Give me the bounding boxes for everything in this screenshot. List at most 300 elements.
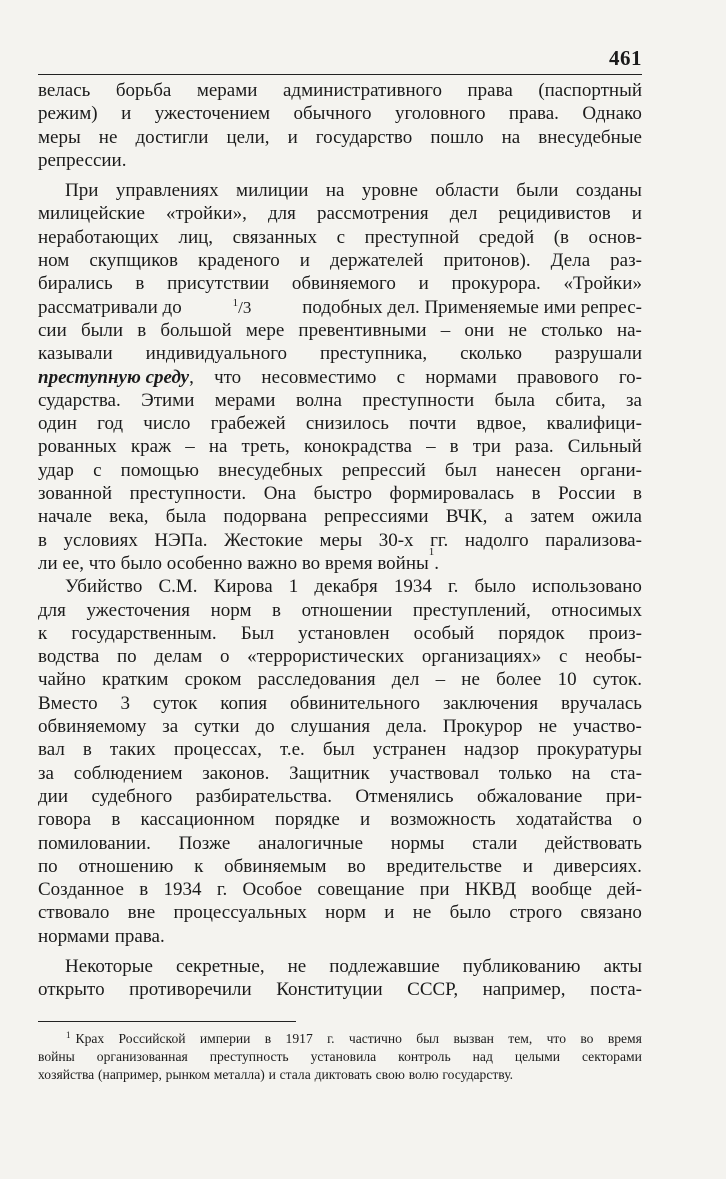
text-line-with-footnote: ли ее, что было особенно важно во время войны 1 . [38,545,440,574]
text-line [38,249,642,272]
word: преступной [364,226,460,248]
word: «Тройки» [563,273,642,295]
text-line [38,482,642,505]
word: ста- [610,762,642,784]
text-line [38,901,642,924]
word: сбита, [555,389,606,411]
word: вообще [531,879,592,901]
word: о [219,646,230,668]
word: уровне [361,180,418,202]
word: вредительстве [386,855,502,877]
word: противоречили [129,979,252,1001]
word: к [194,855,204,877]
word: Крах [75,1031,105,1046]
word: отношению [78,855,174,877]
body-text [38,79,642,1002]
text-line [38,738,642,761]
word: были [80,319,124,341]
word: действовать [545,832,642,854]
emphasized-term: преступную среду [38,366,190,388]
word: к [38,622,48,644]
word: дела. [386,716,427,738]
word: меры [319,529,363,551]
word: ужесточения [86,599,191,621]
word: ожила [591,506,642,528]
text-line [38,855,642,878]
footnote-rule [38,1021,296,1022]
word: с [336,226,346,248]
word: – [440,319,451,341]
word: основ- [588,226,642,248]
word: дел [391,669,420,691]
word: на [501,126,521,148]
word: несовместимо [261,366,377,388]
word: государственным. [71,622,217,644]
word: помиловании. [38,832,151,854]
word: 1934 [163,879,202,901]
word: за [626,389,642,411]
word: государству. [442,1067,514,1082]
word: поста- [590,979,642,1001]
word: надзор [464,739,519,761]
word: процессуальных [173,902,307,924]
text-line [38,955,642,978]
paragraph-1 [38,79,642,172]
word: При [65,180,99,202]
word: в [264,1031,272,1046]
word: сколько [460,343,522,365]
word: стали [472,832,518,854]
word: на [325,180,345,202]
word: заключения [442,692,539,714]
word: – [426,436,436,458]
word: использовано [532,576,642,598]
word: год [97,413,124,435]
word: произ- [588,622,642,644]
word: хозяйства [38,1067,95,1082]
text-line [38,342,642,365]
text-line [38,149,642,172]
word: участво- [572,716,642,738]
word: права [467,80,513,101]
word: и [631,203,642,225]
word: открыто [38,979,105,1001]
word: г. [447,576,459,598]
word: процессах, [173,739,262,761]
word: НКВД [464,879,517,901]
word: в [38,529,47,551]
word: при [419,879,450,901]
text-line [38,79,642,102]
word: Вместо [38,692,98,714]
word: связано [580,902,642,924]
word: подорвана [223,506,307,528]
header-rule [38,74,642,75]
text-line [38,102,642,125]
word: мерами [196,80,258,101]
text-line [38,622,642,645]
word: в [531,483,541,505]
word: быстро [313,483,372,505]
line-start: рассматривали до [38,296,182,318]
line-text: ли ее, что было особенно важно во время войны [38,552,429,574]
text-line [38,319,642,342]
word: обвиняемого [291,273,396,295]
word: ужесточением [154,103,271,125]
footnote-marker: 1 [66,1030,71,1040]
word: был [322,739,355,761]
word: репрессии. [38,149,127,171]
word: целыми [514,1049,560,1064]
word: и [299,250,310,272]
text-line [38,599,642,622]
word: раза. [515,436,554,458]
word: внесудебные [538,126,642,148]
word: дей- [607,879,642,901]
word: удар [38,459,74,481]
word: при- [605,785,642,807]
text-line [38,575,642,598]
word: обвиняемому [38,716,147,738]
word: цели, [226,126,270,148]
paragraph-2 [38,179,642,575]
word: рецидивистов [498,203,611,225]
word: соблюдением [73,762,183,784]
footnote-line [38,1048,642,1066]
word: режим) [38,103,98,125]
word: не [538,716,558,738]
word: участвовал [389,762,479,784]
word: 10 [557,669,577,691]
word: Этими [141,389,195,411]
word: Позже [178,832,231,854]
word: преступность [209,1049,289,1064]
word: для [38,599,66,621]
word: рынком [165,1067,210,1082]
word: сии [38,319,67,341]
word: ВЧК, [445,506,488,528]
word: краж [130,436,172,458]
word: столько [541,319,603,341]
word: организованная [96,1049,188,1064]
paragraph-4 [38,955,642,1002]
word: установлен [298,622,390,644]
word: присутствии [167,273,270,295]
text-line [38,692,642,715]
word: формировалась [389,483,515,505]
word: треть, [241,436,290,458]
word: суток. [592,669,642,691]
word: свою [375,1067,405,1082]
text-line [38,126,642,149]
footnote [38,1030,642,1084]
word: три [472,436,501,458]
word: по [116,646,137,668]
word: разбирательства. [195,785,332,807]
word: репрессий [342,459,426,481]
line-rest [189,366,642,389]
word: например, [482,979,566,1001]
word: века, [109,506,149,528]
word: репрессиями [324,506,429,528]
word: порядке [275,809,340,831]
word: порядок [498,622,565,644]
word: борьба [115,80,172,101]
word: мере [245,319,285,341]
word: сутки [194,716,240,738]
word: строго [509,902,563,924]
word: волна [295,389,342,411]
word: вдвое, [476,413,527,435]
word: публикованию [462,955,581,977]
text-line [38,668,642,691]
text-line [38,878,642,901]
word: за [162,716,179,738]
word: во [580,1031,594,1046]
word: гг. [430,529,449,551]
word: слушания [290,716,371,738]
word: снизилось [305,413,389,435]
text-line [38,645,642,668]
word: т.е. [279,739,305,761]
word: Убийство [65,576,143,598]
word: что [214,366,242,388]
word: преступлений, [412,599,531,621]
text-line [38,389,642,412]
word: велась [38,80,91,101]
word: декабря [314,576,378,598]
word: был [416,1031,440,1046]
text-line [38,202,642,225]
word: надолго [464,529,529,551]
word: и [522,855,533,877]
word: возможность [390,809,496,831]
word: аналогичные [257,832,364,854]
word: говора [38,809,92,831]
text-line [38,715,642,738]
word: нормы [390,832,445,854]
word: с [559,646,568,668]
word: о [632,809,642,831]
word: для [267,203,296,225]
word: прокурора. [451,273,541,295]
word: и [418,273,429,295]
word: не [412,902,432,924]
word: стала [279,1067,311,1082]
text-line [38,925,642,948]
word: почти [409,413,457,435]
word: Кирова [213,576,273,598]
word: таких [109,739,156,761]
word: ходатайства [515,809,613,831]
word: нормами [38,925,110,947]
word: – [435,669,446,691]
word: Отменялись [355,785,454,807]
word: с [93,459,102,481]
word: суток [152,692,198,714]
word: Конституции [276,979,383,1001]
word: го- [618,366,642,388]
text-line-with-emphasis [38,366,642,389]
word: преступника, [319,343,428,365]
text-line [38,435,642,458]
word: Некоторые [65,955,153,977]
word: была [494,389,535,411]
word: до [255,716,275,738]
word: империи [199,1031,251,1046]
word: достигли [135,126,209,148]
word: меры [38,126,81,148]
word: вне [127,902,156,924]
word: «террористических [247,646,405,668]
word: что [546,1031,566,1046]
text-line [38,459,642,482]
fraction-one-third: $^1$/3 [232,296,252,317]
word: рассмотрения [317,203,429,225]
word: управлениях [115,180,219,202]
word: контроль [398,1049,451,1064]
word: не [98,126,118,148]
word: права. [114,925,165,947]
word: г. [216,879,228,901]
word: связанных [232,226,318,248]
word: акты [603,955,642,977]
word: притонов). [443,250,531,272]
text-line-with-fraction [38,296,642,319]
word: была [165,506,207,528]
word: не [287,955,307,977]
word: законов. [202,762,270,784]
line-end: подобных дел. Применяемые ими репрес- [302,296,642,318]
word: ном [38,250,70,272]
word: более [496,669,542,691]
word: судебного [91,785,173,807]
word: Прокурор [442,716,523,738]
word: в [137,319,147,341]
footnote-reference[interactable]: 1 [428,545,435,558]
word: секторами [581,1049,642,1064]
text-line [38,505,642,528]
word: обвинительного [290,692,421,714]
word: милиции [236,180,309,202]
text-line [38,179,642,202]
word: с [396,366,406,388]
word: по [38,855,58,877]
word: волю [408,1067,439,1082]
word: (в [553,226,569,248]
footnote-line [38,1066,642,1084]
word: на- [616,319,642,341]
word: Жестокие [224,529,303,551]
word: 1934 [393,576,432,598]
word: СССР, [407,979,459,1001]
word: грабежей [210,413,286,435]
word: мерами [214,389,276,411]
word: тем, [508,1031,533,1046]
text-line [38,762,642,785]
word: дел [449,203,478,225]
text-line [38,808,642,831]
word: устранен [372,739,446,761]
word: они [464,319,495,341]
word: а [504,506,513,528]
word: обычного [293,103,372,125]
word: нормами [425,366,497,388]
word: рованных [38,436,117,458]
word: организациях» [421,646,542,668]
paragraph-3 [38,575,642,948]
word: преступности. [129,483,247,505]
word: водства [38,646,100,668]
word: индивидуального [145,343,288,365]
word: казывали [38,343,113,365]
word: на [208,436,228,458]
footnote-marker-wrap [66,1030,71,1048]
text-line [38,529,642,552]
word: – [185,436,195,458]
word: Особое [242,879,303,901]
text-line [38,785,642,808]
word: условиях [63,529,138,551]
word: расследования [257,669,376,691]
word: ствовало [38,902,110,924]
word: подлежавшие [329,955,440,977]
word: начале [38,506,92,528]
word: Дела [550,250,591,272]
word: совещание [317,879,405,901]
word: С.М. [158,576,198,598]
word: и [287,126,298,148]
word: в [111,809,121,831]
word: органи- [580,459,642,481]
word: «тройки», [166,203,247,225]
word: за [38,762,54,784]
word: секретные, [175,955,265,977]
word: время [607,1031,642,1046]
footnote-line-with-marker [38,1030,642,1048]
text-line [38,226,642,249]
word: разрушали [554,343,642,365]
word: уголовного [394,103,486,125]
word: был [444,459,477,481]
word: области [435,180,499,202]
word: вызван [453,1031,494,1046]
word: лиц, [178,226,214,248]
word: средой [478,226,535,248]
word: затем [530,506,575,528]
word: 30-х [378,529,414,551]
word: над [472,1049,493,1064]
word: Она [263,483,297,505]
word: г. [327,1031,335,1046]
word: войны [38,1049,75,1064]
word: и [121,103,132,125]
text-line [38,832,642,855]
word: обжалование [477,785,583,807]
word: Однако [582,103,642,125]
word: копия [220,692,268,714]
word: скупщиков [89,250,178,272]
word: в [82,739,92,761]
word: большой [160,319,232,341]
word: административного [282,80,442,101]
word: превентивными [298,319,427,341]
word: на [571,762,591,784]
word: диктовать [314,1067,372,1082]
word: 3 [120,692,130,714]
word: вал [38,739,65,761]
word: пошло [430,126,484,148]
